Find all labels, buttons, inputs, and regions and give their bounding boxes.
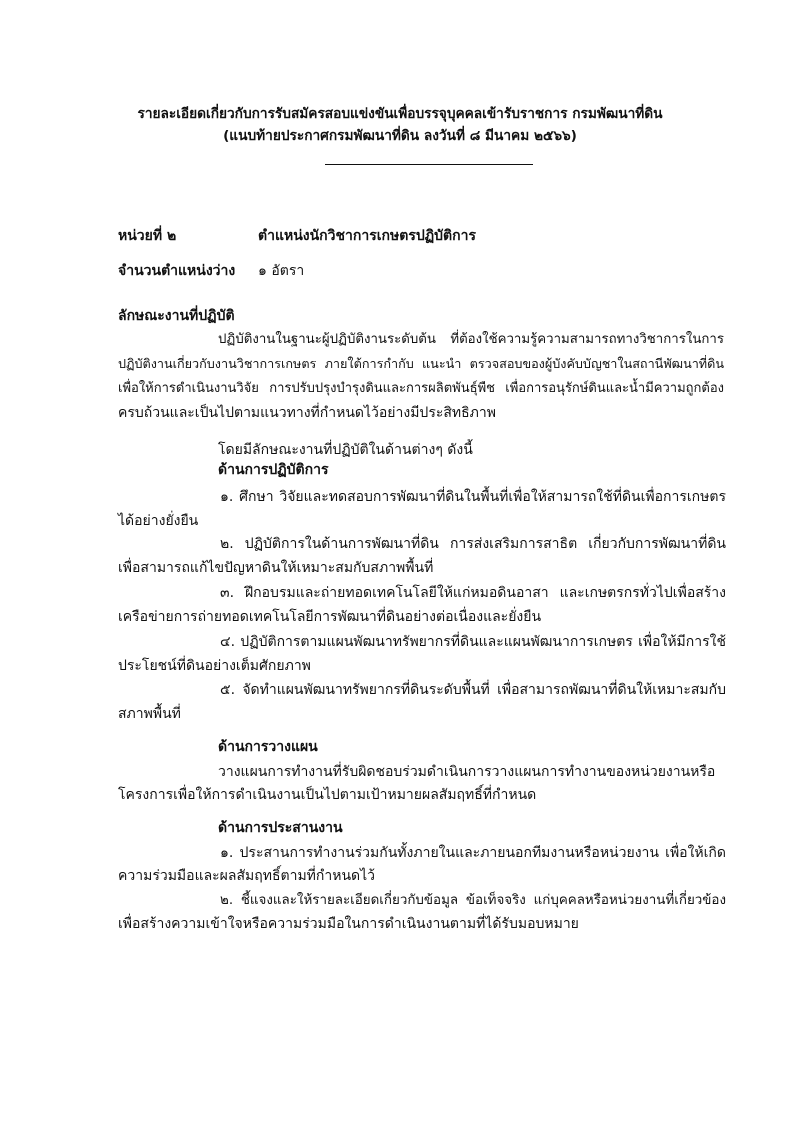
operations-item: ๕. จัดทำแผนพัฒนาทรัพยากรที่ดินระดับพื้นที่ เพื่อสามารถพัฒนาที่ดินให้เหมาะสมกับ: [220, 682, 726, 698]
vacancies-value: ๑ อัตรา: [258, 263, 305, 279]
title-underline: [325, 164, 533, 165]
position-title: ตำแหน่งนักวิชาการเกษตรปฏิบัติการ: [258, 228, 476, 244]
coordination-heading: ด้านการประสานงาน: [218, 820, 343, 836]
job-nature-line: เพื่อให้การดำเนินงานวิจัย การปรับปรุงบำรุงดินและการผลิตพันธุ์พืช เพื่อการอนุรักษ์ดินและน้ำมีความถูกต้อง: [118, 381, 724, 396]
operations-heading: ด้านการปฏิบัติการ: [218, 462, 329, 478]
operations-item: ๓. ฝึกอบรมและถ่ายทอดเทคโนโลยีให้แก่หมอดินอาสา และเกษตรกรทั่วไปเพื่อสร้าง: [220, 585, 726, 601]
coordination-item: ๑. ประสานการทำงานร่วมกันทั้งภายในและภายนอกทีมงานหรือหน่วยงาน เพื่อให้เกิด: [220, 845, 726, 861]
operations-item-cont: สภาพพื้นที่: [118, 706, 181, 722]
operations-item-cont: ประโยชน์ที่ดินอย่างเต็มศักยภาพ: [118, 658, 311, 674]
job-nature-line: ปฏิบัติงานเกี่ยวกับงานวิชาการเกษตร ภายใต้การกำกับ แนะนำ ตรวจสอบของผู้บังคับบัญชาในสถานีพัฒนาที่ดิน: [118, 356, 724, 371]
unit-label: หน่วยที่ ๒: [118, 228, 177, 244]
job-nature-heading: ลักษณะงานที่ปฏิบัติ: [118, 308, 235, 324]
coordination-item-cont: ความร่วมมือและผลสัมฤทธิ์ตามที่กำหนดไว้: [118, 868, 376, 884]
job-nature-intro: โดยมีลักษณะงานที่ปฏิบัติในด้านต่างๆ ดังนี้: [218, 442, 473, 458]
operations-item-cont: ได้อย่างยั่งยืน: [118, 513, 199, 529]
coordination-item: ๒. ชี้แจงและให้รายละเอียดเกี่ยวกับข้อมูล ข้อเท็จจริง แก่บุคคลหรือหน่วยงานที่เกี่ยวข้อง: [220, 893, 726, 908]
operations-item-cont: เพื่อสามารถแก้ไขปัญหาดินให้เหมาะสมกับสภาพพื้นที่: [118, 560, 434, 576]
job-nature-line: ปฏิบัติงานในฐานะผู้ปฏิบัติงานระดับต้น ที่ต้องใช้ความรู้ความสามารถทางวิชาการในการ: [218, 332, 724, 347]
vacancies-label: จำนวนตำแหน่งว่าง: [118, 263, 236, 279]
document-title-line-2: (แนบท้ายประกาศกรมพัฒนาที่ดิน ลงวันที่ ๘ มีนาคม ๒๕๖๖): [223, 128, 577, 144]
job-nature-line: ครบถ้วนและเป็นไปตามแนวทางที่กำหนดไว้อย่างมีประสิทธิภาพ: [118, 405, 496, 421]
coordination-item-cont: เพื่อสร้างความเข้าใจหรือความร่วมมือในการดำเนินงานตามที่ได้รับมอบหมาย: [118, 916, 579, 932]
planning-heading: ด้านการวางแผน: [218, 739, 318, 755]
operations-item: ๑. ศึกษา วิจัยและทดสอบการพัฒนาที่ดินในพื้นที่เพื่อให้สามารถใช้ที่ดินเพื่อการเกษตร: [220, 489, 726, 505]
planning-line: วางแผนการทำงานที่รับผิดชอบร่วมดำเนินการวางแผนการทำงานของหน่วยงานหรือ: [218, 764, 716, 780]
planning-line: โครงการเพื่อให้การดำเนินงานเป็นไปตามเป้าหมายผลสัมฤทธิ์ที่กำหนด: [118, 787, 537, 803]
operations-item-cont: เครือข่ายการถ่ายทอดเทคโนโลยีการพัฒนาที่ดินอย่างต่อเนื่องและยั่งยืน: [118, 609, 542, 625]
operations-item: ๔. ปฏิบัติการตามแผนพัฒนาทรัพยากรที่ดินและแผนพัฒนาการเกษตร เพื่อให้มีการใช้: [220, 634, 726, 650]
document-title-line-1: รายละเอียดเกี่ยวกับการรับสมัครสอบแข่งขันเพื่อบรรจุบุคคลเข้ารับราชการ กรมพัฒนาที่ดิน: [137, 106, 663, 122]
operations-item: ๒. ปฏิบัติการในด้านการพัฒนาที่ดิน การส่งเสริมการสาธิต เกี่ยวกับการพัฒนาที่ดิน: [220, 536, 726, 552]
